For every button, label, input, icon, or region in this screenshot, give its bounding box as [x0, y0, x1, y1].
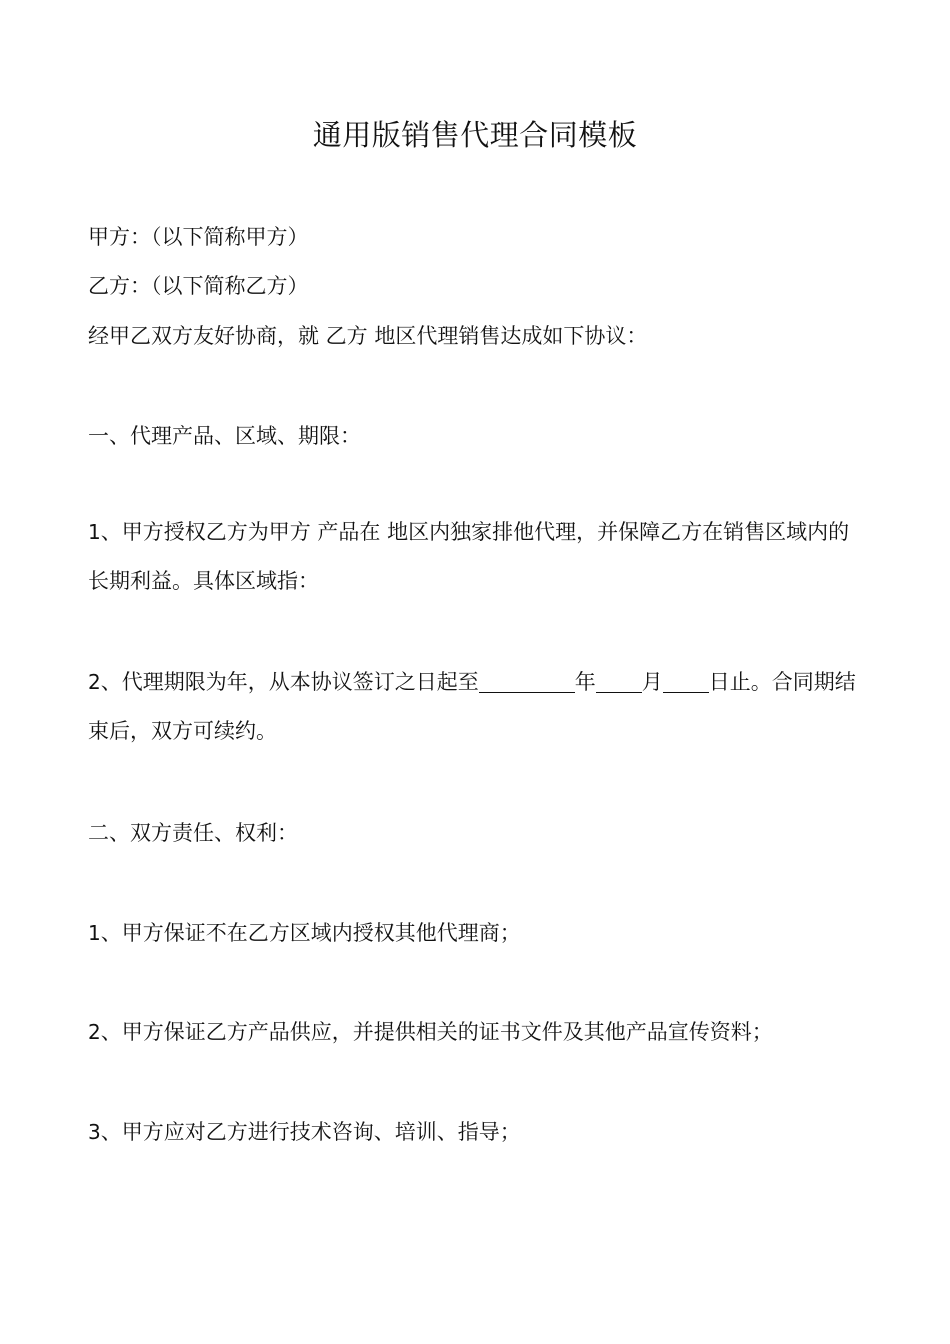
item-number: 1: [88, 921, 101, 945]
section-1-heading: 一、代理产品、区域、期限：: [88, 424, 361, 448]
item-number: 3: [88, 1120, 101, 1144]
intro-paragraph: 经甲乙双方友好协商，就 乙方 地区代理销售达成如下协议：: [88, 324, 648, 348]
item-text: 、甲方授权乙方为甲方 产品在 地区内独家排他代理，并保障乙方在销售区域内的长期利益。具体区域指：: [88, 520, 850, 593]
section-2-item-1: [88, 918, 868, 948]
section-1-item-2: [88, 658, 868, 756]
item-number: 1: [88, 520, 101, 544]
section-1-item-1: [88, 508, 868, 606]
party-a-line: 甲方：（以下简称甲方）: [88, 225, 309, 249]
item-text: 、甲方保证不在乙方区域内授权其他代理商；: [100, 921, 521, 945]
day-blank: [663, 670, 709, 693]
document-title: 通用版销售代理合同模板: [312, 118, 638, 152]
year-blank: [479, 670, 575, 693]
party-b-line: 乙方：（以下简称乙方）: [88, 274, 309, 298]
item-text: 、代理期限为年，从本协议签订之日起至: [100, 670, 479, 694]
item-text: 、甲方保证乙方产品供应，并提供相关的证书文件及其他产品宣传资料；: [100, 1020, 773, 1044]
section-2-item-3: [88, 1117, 868, 1147]
section-2-item-2: [88, 1017, 868, 1047]
year-label: 年: [574, 670, 596, 694]
section-2-heading: 二、双方责任、权利：: [88, 821, 298, 845]
item-number: 2: [88, 670, 101, 694]
month-label: 月: [641, 670, 663, 694]
item-text-end: 日止。合同期结束后，双方可续约。: [88, 670, 856, 743]
item-text: 、甲方应对乙方进行技术咨询、培训、指导；: [100, 1120, 521, 1144]
month-blank: [596, 670, 642, 693]
item-number: 2: [88, 1020, 101, 1044]
